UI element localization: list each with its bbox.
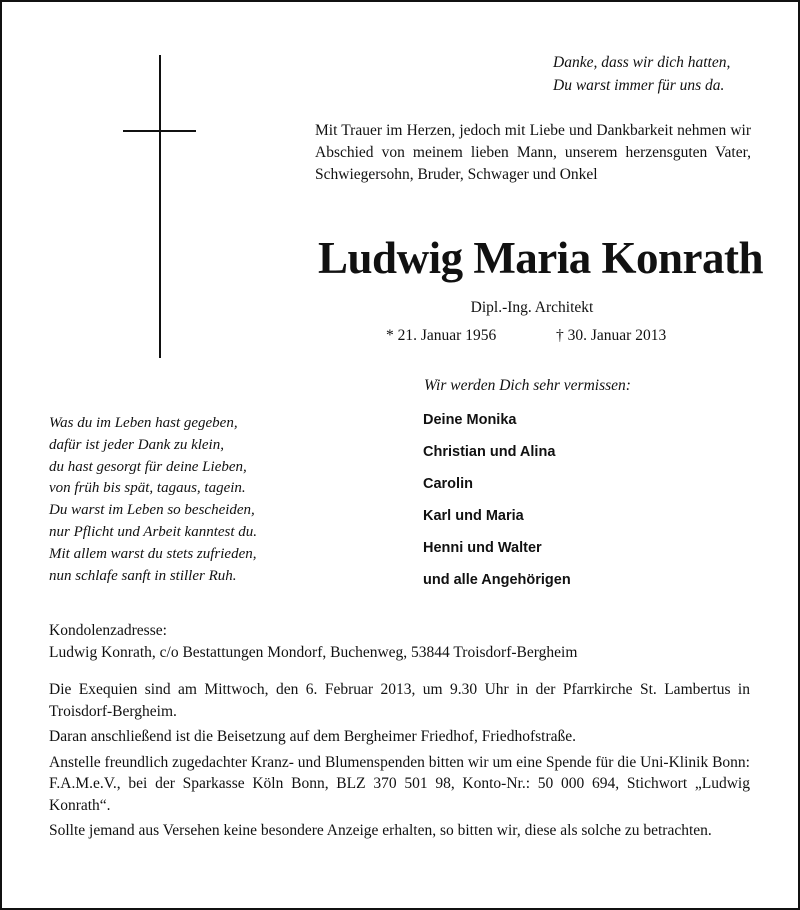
- poem-line: Du warst im Leben so bescheiden,: [49, 502, 255, 519]
- deceased-profession: Dipl.-Ing. Architekt: [470, 299, 594, 316]
- poem-line: Was du im Leben hast gegeben,: [49, 415, 238, 431]
- burial-text: Daran anschließend ist die Beisetzung auf dem Bergheimer Friedhof, Friedhofstraße.: [49, 728, 576, 745]
- deceased-name: Ludwig Maria Konrath: [318, 233, 764, 283]
- birth-date: * 21. Januar 1956: [386, 327, 497, 344]
- condolence-address: [49, 620, 577, 663]
- mourner: Christian und Alina: [423, 444, 556, 460]
- mourner: Deine Monika: [423, 412, 517, 428]
- mourner: Henni und Walter: [423, 540, 542, 556]
- poem-line: du hast gesorgt für deine Lieben,: [49, 458, 247, 475]
- intro-text: Mit Trauer im Herzen, jedoch mit Liebe und Dankbarkeit nehmen wir Abschied von meinem lieben Mann, unserem herzensguten Vater, Schwiegersohn, Bruder, Schwager und Onkel: [315, 122, 751, 183]
- poem-line: nur Pflicht und Arbeit kanntest du.: [49, 523, 258, 540]
- poem-line: Mit allem warst du stets zufrieden,: [49, 545, 257, 562]
- death-date: † 30. Januar 2013: [556, 327, 667, 344]
- cross-horizontal-bar: [123, 130, 196, 132]
- poem-line: von früh bis spät, tagaus, tagein.: [49, 480, 246, 497]
- condolence-label: Kondolenzadresse:: [49, 622, 167, 639]
- poem-line: dafür ist jeder Dank zu klein,: [49, 436, 224, 453]
- motto-line: Danke, dass wir dich hatten,: [553, 54, 731, 71]
- service-details: [49, 679, 750, 842]
- mourner: Carolin: [423, 476, 473, 492]
- notice-text: Sollte jemand aus Versehen keine besondere Anzeige erhalten, so bitten wir, diese als solche zu betrachten.: [49, 822, 712, 839]
- mourner: Karl und Maria: [423, 508, 524, 524]
- poem-line: nun schlafe sanft in stiller Ruh.: [49, 567, 237, 584]
- missing-text: Wir werden Dich sehr vermissen:: [424, 377, 631, 394]
- poem: [49, 413, 257, 587]
- donation-text: Anstelle freundlich zugedachter Kranz- und Blumenspenden bitten wir um eine Spende für die Uni-Klinik Bonn: F.A.M.e.V., bei der Sparkasse Köln Bonn, BLZ 370 501 98, Konto-Nr.: 50 000 694, Stichwort „Ludwig Konrath“.: [49, 753, 750, 814]
- motto: [553, 51, 730, 97]
- motto-line: Du warst immer für uns da.: [553, 77, 725, 94]
- exequies-text: Die Exequien sind am Mittwoch, den 6. Februar 2013, um 9.30 Uhr in der Pfarrkirche St. Lambertus in Troisdorf-Bergheim.: [49, 681, 750, 720]
- mourner: und alle Angehörigen: [423, 572, 571, 588]
- condolence-address-text: Ludwig Konrath, c/o Bestattungen Mondorf, Buchenweg, 53844 Troisdorf-Bergheim: [49, 643, 578, 661]
- mourners-list: [423, 404, 571, 596]
- cross-vertical-bar: [159, 55, 161, 358]
